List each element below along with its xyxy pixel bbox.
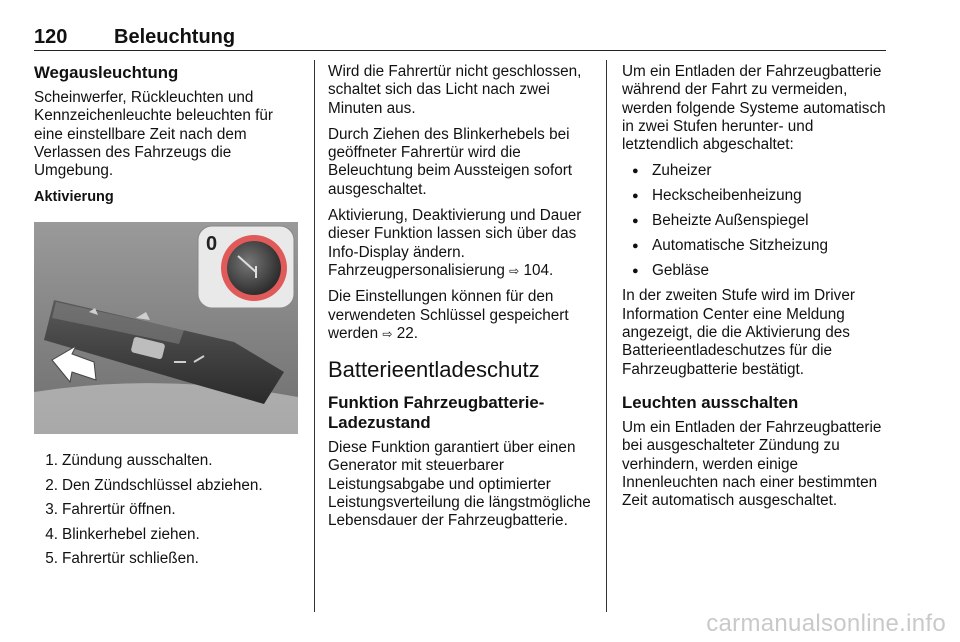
list-item: ● Heckscheibenheizung bbox=[622, 187, 886, 205]
list-item: ● Automatische Sitzheizung bbox=[622, 237, 886, 255]
watermark: carmanualsonline.info bbox=[706, 610, 946, 637]
info-display-paragraph: Aktivierung, Deaktivierung und Dauer dieser Funktion lassen sich über das Info-Display ändern. Fahrzeugpersonalisierung ⇨ 104. bbox=[328, 207, 582, 279]
door-open-paragraph: Wird die Fahrertür nicht geschlossen, schaltet sich das Licht nach zwei Minuten aus. bbox=[328, 63, 582, 117]
battery-function-paragraph: Diese Funktion garantiert über einen Generator mit steuerbarer Leistungsabgabe und optimierter Leistungsverteilung die längstmögliche Lebensdauer der Fahrzeugbatterie. bbox=[328, 439, 591, 530]
activation-steps bbox=[34, 452, 300, 568]
driver-info-paragraph: In der zweiten Stufe wird im Driver Information Center eine Meldung angezeigt, die die Aktivierung des Batterieentladeschutzes für die Fahrzeugbatterie bestätigt. bbox=[622, 287, 855, 378]
list-item: 3. Fahrertür öffnen. bbox=[45, 501, 176, 519]
intro-paragraph: Scheinwerfer, Rückleuchten und Kennzeichenleuchte beleuchten für eine einstellbare Zeit nach dem Verlassen des Fahrzeugs die Umgebung. bbox=[34, 89, 273, 180]
lever-off-paragraph: Durch Ziehen des Blinkerhebels bei geöffneter Fahrertür wird die Beleuchtung beim Aussteigen sofort ausgeschaltet. bbox=[328, 125, 573, 198]
page-number: 120 bbox=[34, 26, 68, 48]
turn-signal-lever-illustration bbox=[34, 222, 298, 434]
page-reference-link[interactable]: 104. bbox=[523, 261, 554, 279]
sub-heading-ladezustand: Funktion Fahrzeugbatterie-Ladezustand bbox=[328, 393, 545, 433]
sub-heading-leuchten-ausschalten: Leuchten ausschalten bbox=[622, 392, 799, 412]
system-list bbox=[622, 162, 886, 280]
key-settings-paragraph: Die Einstellungen können für den verwendeten Schlüssel gespeichert werden ⇨ 22. bbox=[328, 288, 569, 342]
page-title: Beleuchtung bbox=[114, 26, 236, 48]
column-divider-left bbox=[314, 60, 315, 612]
page-header bbox=[34, 26, 886, 51]
list-item: 1. Zündung ausschalten. bbox=[45, 452, 213, 470]
cross-reference-icon: ⇨ bbox=[382, 326, 393, 341]
list-item: 4. Blinkerhebel ziehen. bbox=[45, 525, 200, 543]
column-2 bbox=[328, 63, 592, 539]
column-3 bbox=[622, 63, 886, 518]
section-heading-wegausleuchtung: Wegausleuchtung bbox=[34, 63, 179, 82]
cross-reference-icon: ⇨ bbox=[509, 263, 520, 278]
list-item: 5. Fahrertür schließen. bbox=[45, 550, 199, 568]
section-title-batterieentladeschutz: Batterieentladeschutz bbox=[328, 357, 540, 383]
sub-heading-aktivierung: Aktivierung bbox=[34, 189, 114, 206]
lock-position-label: 0 bbox=[206, 233, 218, 256]
discharge-paragraph: Um ein Entladen der Fahrzeugbatterie während der Fahrt zu vermeiden, werden folgende Systeme automatisch in zwei Stufen herunter- und letztendlich abgeschaltet: bbox=[622, 63, 886, 154]
lights-off-paragraph: Um ein Entladen der Fahrzeugbatterie bei ausgeschalteter Zündung zu verhindern, werden einige Innenleuchten nach einer bestimmten Zeit automatisch ausgeschaltet. bbox=[622, 418, 882, 510]
column-1 bbox=[34, 63, 300, 575]
list-item: ● Zuheizer bbox=[622, 162, 886, 180]
list-item: ● Gebläse bbox=[622, 262, 886, 280]
list-item: 2. Den Zündschlüssel abziehen. bbox=[45, 476, 263, 494]
column-divider-right bbox=[606, 60, 607, 612]
list-item: ● Beheizte Außenspiegel bbox=[622, 212, 886, 230]
page-reference-link[interactable]: 22. bbox=[396, 324, 418, 342]
